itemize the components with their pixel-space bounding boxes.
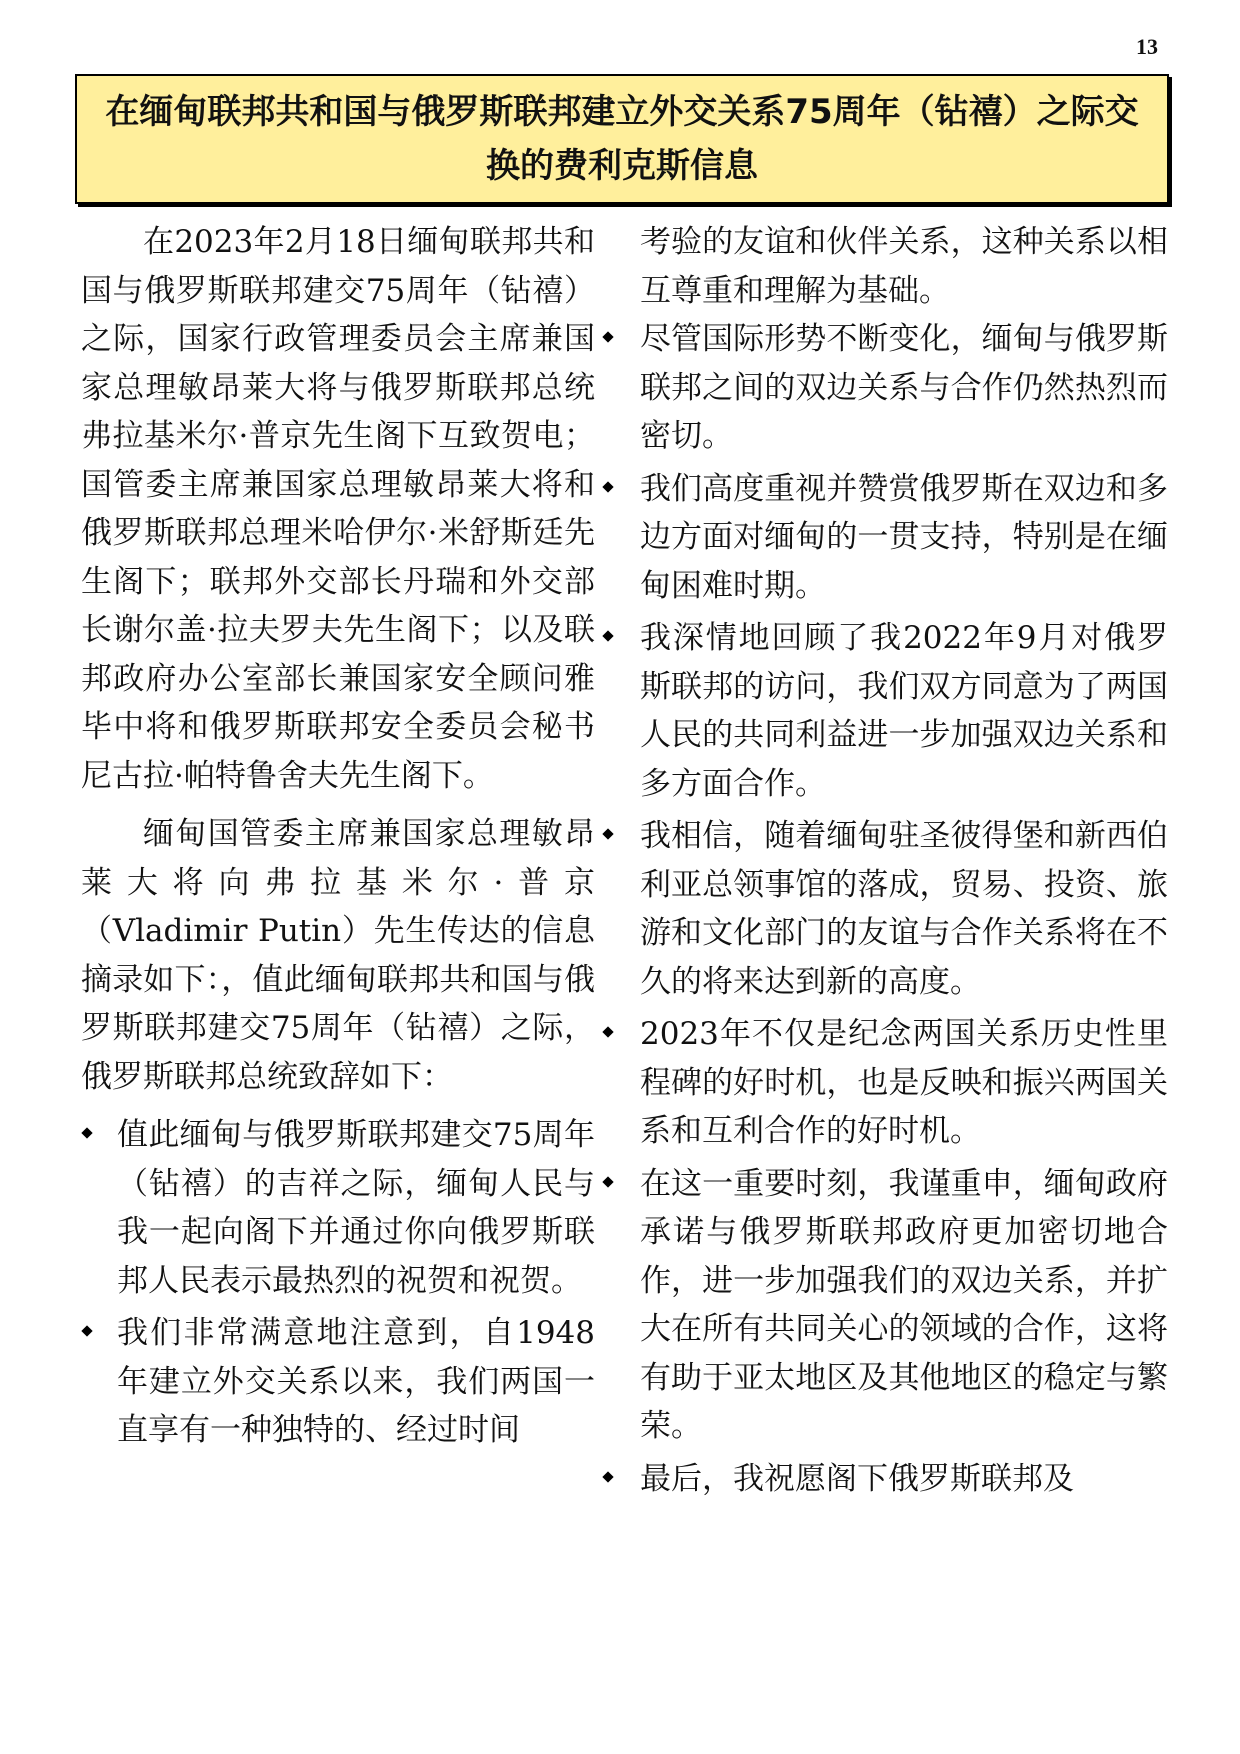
list-item-text: 我深情地回顾了我2022年9月对俄罗斯联邦的访问，我们双方同意为了两国人民的共同利益进一步加强双边关系和多方面合作。 (640, 620, 1168, 802)
excerpt-paragraph: 缅甸国管委主席兼国家总理敏昂莱大将向弗拉基米尔·普京（Vladimir Putin）先生传达的信息摘录如下：，值此缅甸联邦共和国与俄罗斯联邦建交75周年（钻禧）之际，俄罗斯联邦总统致辞如下： (81, 816, 595, 1095)
continued-text: 考验的友谊和伙伴关系，这种关系以相互尊重和理解为基础。 (640, 224, 1168, 309)
message-list-left (81, 1111, 595, 1455)
list-item-text: 我们非常满意地注意到，自1948年建立外交关系以来，我们两国一直享有一种独特的、经过时间 (117, 1315, 595, 1448)
intro-paragraph: 在2023年2月18日缅甸联邦共和国与俄罗斯联邦建交75周年（钻禧）之际，国家行政管理委员会主席兼国家总理敏昂莱大将与俄罗斯联邦总统弗拉基米尔·普京先生阁下互致贺电；国管委主席兼国家总理敏昂莱大将和俄罗斯联邦总理米哈伊尔·米舒斯廷先生阁下；联邦外交部长丹瑞和外交部长谢尔盖·拉夫罗夫先生阁下；以及联邦政府办公室部长兼国家安全顾问雅毕中将和俄罗斯联邦安全委员会秘书尼古拉·帕特鲁舍夫先生阁下。 (81, 224, 595, 794)
page-number: 13 (1136, 34, 1158, 59)
diamond-bullet-icon (602, 1026, 613, 1037)
list-item (640, 1160, 1168, 1451)
list-item-text: 在这一重要时刻，我谨重申，缅甸政府承诺与俄罗斯联邦政府更加密切地合作，进一步加强我们的双边关系，并扩大在所有共同关心的领域的合作，这将有助于亚太地区及其他地区的稳定与繁荣。 (640, 1165, 1168, 1444)
diamond-bullet-icon (602, 630, 613, 641)
list-item (81, 1111, 595, 1305)
diamond-bullet-icon (81, 1325, 92, 1336)
list-item (640, 1010, 1168, 1156)
list-item (640, 812, 1168, 1006)
list-item-text: 2023年不仅是纪念两国关系历史性里程碑的好时机，也是反映和振兴两国关系和互利合作的好时机。 (640, 1016, 1168, 1149)
article-title: 在缅甸联邦共和国与俄罗斯联邦建立外交关系75周年（钻禧）之际交换的费利克斯信息 (105, 92, 1139, 186)
list-item (640, 614, 1168, 808)
diamond-bullet-icon (602, 1471, 613, 1482)
diamond-bullet-icon (602, 481, 613, 492)
list-item (640, 465, 1168, 611)
left-column (81, 218, 595, 1459)
list-item-text: 最后，我祝愿阁下俄罗斯联邦及 (640, 1460, 1074, 1497)
list-item-text: 我们高度重视并赞赏俄罗斯在双边和多边方面对缅甸的一贯支持，特别是在缅甸困难时期。 (640, 470, 1168, 604)
message-list-right (640, 315, 1168, 1503)
list-item (81, 1309, 595, 1455)
list-item (640, 1455, 1168, 1504)
title-banner (75, 74, 1169, 204)
list-item-text: 我相信，随着缅甸驻圣彼得堡和新西伯利亚总领事馆的落成，贸易、投资、旅游和文化部门的友谊与合作关系将在不久的将来达到新的高度。 (640, 818, 1168, 1000)
list-item-text: 值此缅甸与俄罗斯联邦建交75周年（钻禧）的吉祥之际，缅甸人民与我一起向阁下并通过你向俄罗斯联邦人民表示最热烈的祝贺和祝贺。 (117, 1117, 595, 1299)
right-column (640, 218, 1168, 1507)
diamond-bullet-icon (81, 1127, 92, 1138)
diamond-bullet-icon (602, 828, 613, 839)
diamond-bullet-icon (602, 331, 613, 342)
diamond-bullet-icon (602, 1176, 613, 1187)
list-item (640, 315, 1168, 461)
list-item-text: 尽管国际形势不断变化，缅甸与俄罗斯联邦之间的双边关系与合作仍然热烈而密切。 (640, 321, 1168, 454)
